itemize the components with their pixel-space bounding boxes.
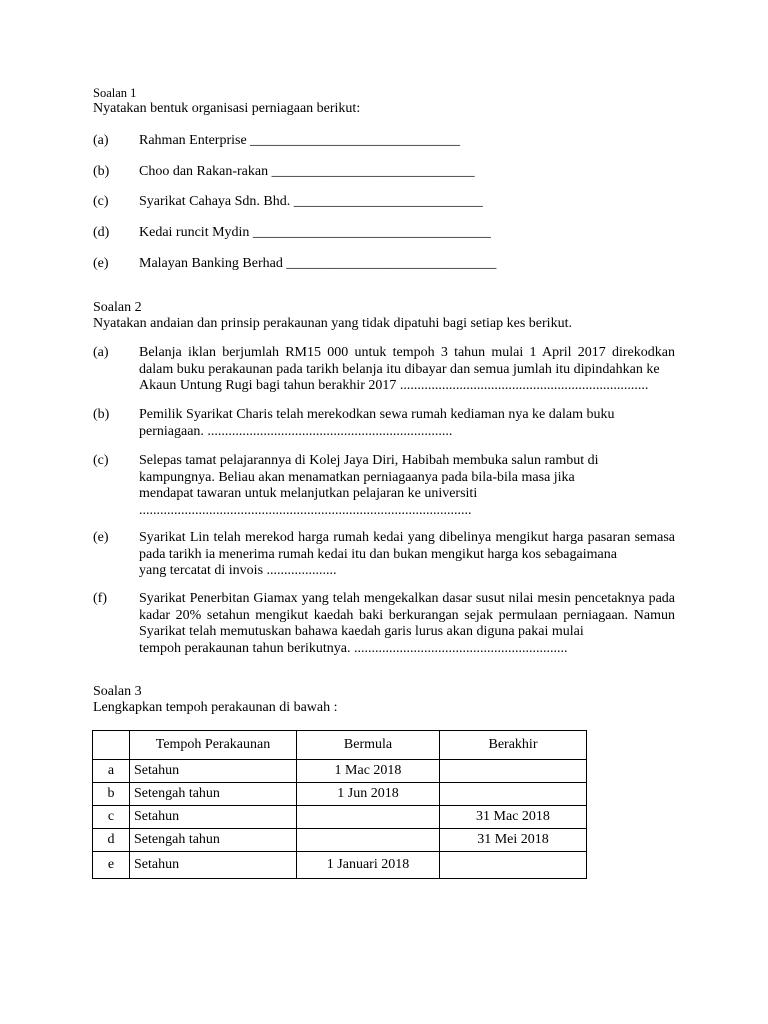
row-period: Setengah tahun	[130, 783, 297, 806]
q1-item-b-label: (b)	[93, 164, 110, 179]
q2-item-a-body: Belanja iklan berjumlah RM15 000 untuk tempoh 3 tahun mulai 1 April 2017 direkodkan dalam buku perakaunan pada tarikh belanja itu dibayar dan semua jumlah itu dipindahkan ke	[139, 345, 675, 377]
row-end	[440, 760, 587, 783]
q2-item-b-label: (b)	[93, 407, 110, 422]
accounting-period-table	[92, 730, 587, 879]
q1-item-d-text: Kedai runcit Mydin __________________________________	[139, 225, 491, 240]
table-header-row	[93, 731, 587, 760]
q2-item-a-label: (a)	[93, 345, 109, 360]
q2-item-b-answer-line: perniagaan. ......................................................................	[139, 423, 453, 439]
q1-heading: Soalan 1	[93, 86, 137, 100]
q2-item-e-text	[139, 530, 675, 580]
q2-item-b-text	[139, 407, 675, 440]
row-start: 1 Jun 2018	[297, 783, 440, 806]
q2-item-e-answer-line: yang tercatat di invois ....................	[139, 563, 337, 578]
q2-item-c-body: Selepas tamat pelajarannya di Kolej Jaya Diri, Habibah membuka salun rambut di kampungnya. Beliau akan menamatkan perniagaanya pada bila-bila masa jika mendapat tawaran untuk melanjutkan pelajaran ke universiti	[139, 453, 599, 501]
q1-item-c-text: Syarikat Cahaya Sdn. Bhd. ___________________________	[139, 194, 483, 209]
row-start: 1 Januari 2018	[297, 852, 440, 879]
row-start	[297, 806, 440, 829]
table-row	[93, 829, 587, 852]
row-key: a	[93, 760, 130, 783]
q2-item-e-body: Syarikat Lin telah merekod harga rumah kedai yang dibelinya mengikut harga pasaran semasa pada tarikh ia menerima rumah kedai itu dan bukan mengikut harga kos sebagaimana	[139, 530, 675, 562]
q1-prompt: Nyatakan bentuk organisasi perniagaan berikut:	[93, 101, 361, 116]
row-period: Setahun	[130, 760, 297, 783]
q2-item-a-text	[139, 345, 675, 395]
row-end	[440, 783, 587, 806]
q1-item-b-text: Choo dan Rakan-rakan _____________________________	[139, 164, 475, 179]
row-key: d	[93, 829, 130, 852]
q2-item-a-answer-line: Akaun Untung Rugi bagi tahun berakhir 2017 .......................................................................	[139, 378, 649, 393]
row-start: 1 Mac 2018	[297, 760, 440, 783]
q1-item-c-label: (c)	[93, 194, 109, 209]
row-end: 31 Mac 2018	[440, 806, 587, 829]
row-start	[297, 829, 440, 852]
q2-prompt: Nyatakan andaian dan prinsip perakaunan yang tidak dipatuhi bagi setiap kes berikut.	[93, 316, 572, 331]
q2-item-f-body: Syarikat Penerbitan Giamax yang telah mengekalkan dasar susut nilai mesin pencetaknya pada kadar 20% setahun mengikut kaedah baki berkurangan sejak permulaan perniagaan. Namun Syarikat telah memutuskan bahawa kaedah garis lurus akan diguna pakai mulai	[139, 591, 675, 639]
row-period: Setahun	[130, 806, 297, 829]
column-header-end: Berakhir	[440, 731, 587, 760]
q2-item-c-label: (c)	[93, 453, 109, 468]
table-row	[93, 783, 587, 806]
q3-prompt: Lengkapkan tempoh perakaunan di bawah :	[93, 700, 338, 715]
q2-item-f-label: (f)	[93, 591, 107, 606]
q1-item-a-label: (a)	[93, 133, 109, 148]
q2-item-e-label: (e)	[93, 530, 109, 545]
table-row	[93, 760, 587, 783]
row-end	[440, 852, 587, 879]
q1-item-d-label: (d)	[93, 225, 110, 240]
q1-item-a-text: Rahman Enterprise ______________________________	[139, 133, 461, 148]
q1-item-e-text: Malayan Banking Berhad ______________________________	[139, 256, 497, 271]
row-key: c	[93, 806, 130, 829]
q2-heading: Soalan 2	[93, 300, 142, 315]
row-end: 31 Mei 2018	[440, 829, 587, 852]
q2-item-f-text	[139, 591, 675, 657]
q2-item-b-body: Pemilik Syarikat Charis telah merekodkan sewa rumah kediaman nya ke dalam buku	[139, 407, 615, 422]
row-key: b	[93, 783, 130, 806]
column-header-period: Tempoh Perakaunan	[130, 731, 297, 760]
row-period: Setengah tahun	[130, 829, 297, 852]
column-header-key	[93, 731, 130, 760]
q3-heading: Soalan 3	[93, 684, 142, 699]
table-row	[93, 852, 587, 879]
q1-item-e-label: (e)	[93, 256, 109, 271]
q2-item-c-text	[139, 453, 619, 519]
q2-item-f-answer-line: tempoh perakaunan tahun berikutnya. .............................................................	[139, 640, 568, 656]
column-header-start: Bermula	[297, 731, 440, 760]
row-period: Setahun	[130, 852, 297, 879]
table-row	[93, 806, 587, 829]
q2-item-c-answer-line: ...............................................................................................	[139, 502, 472, 518]
row-key: e	[93, 852, 130, 879]
